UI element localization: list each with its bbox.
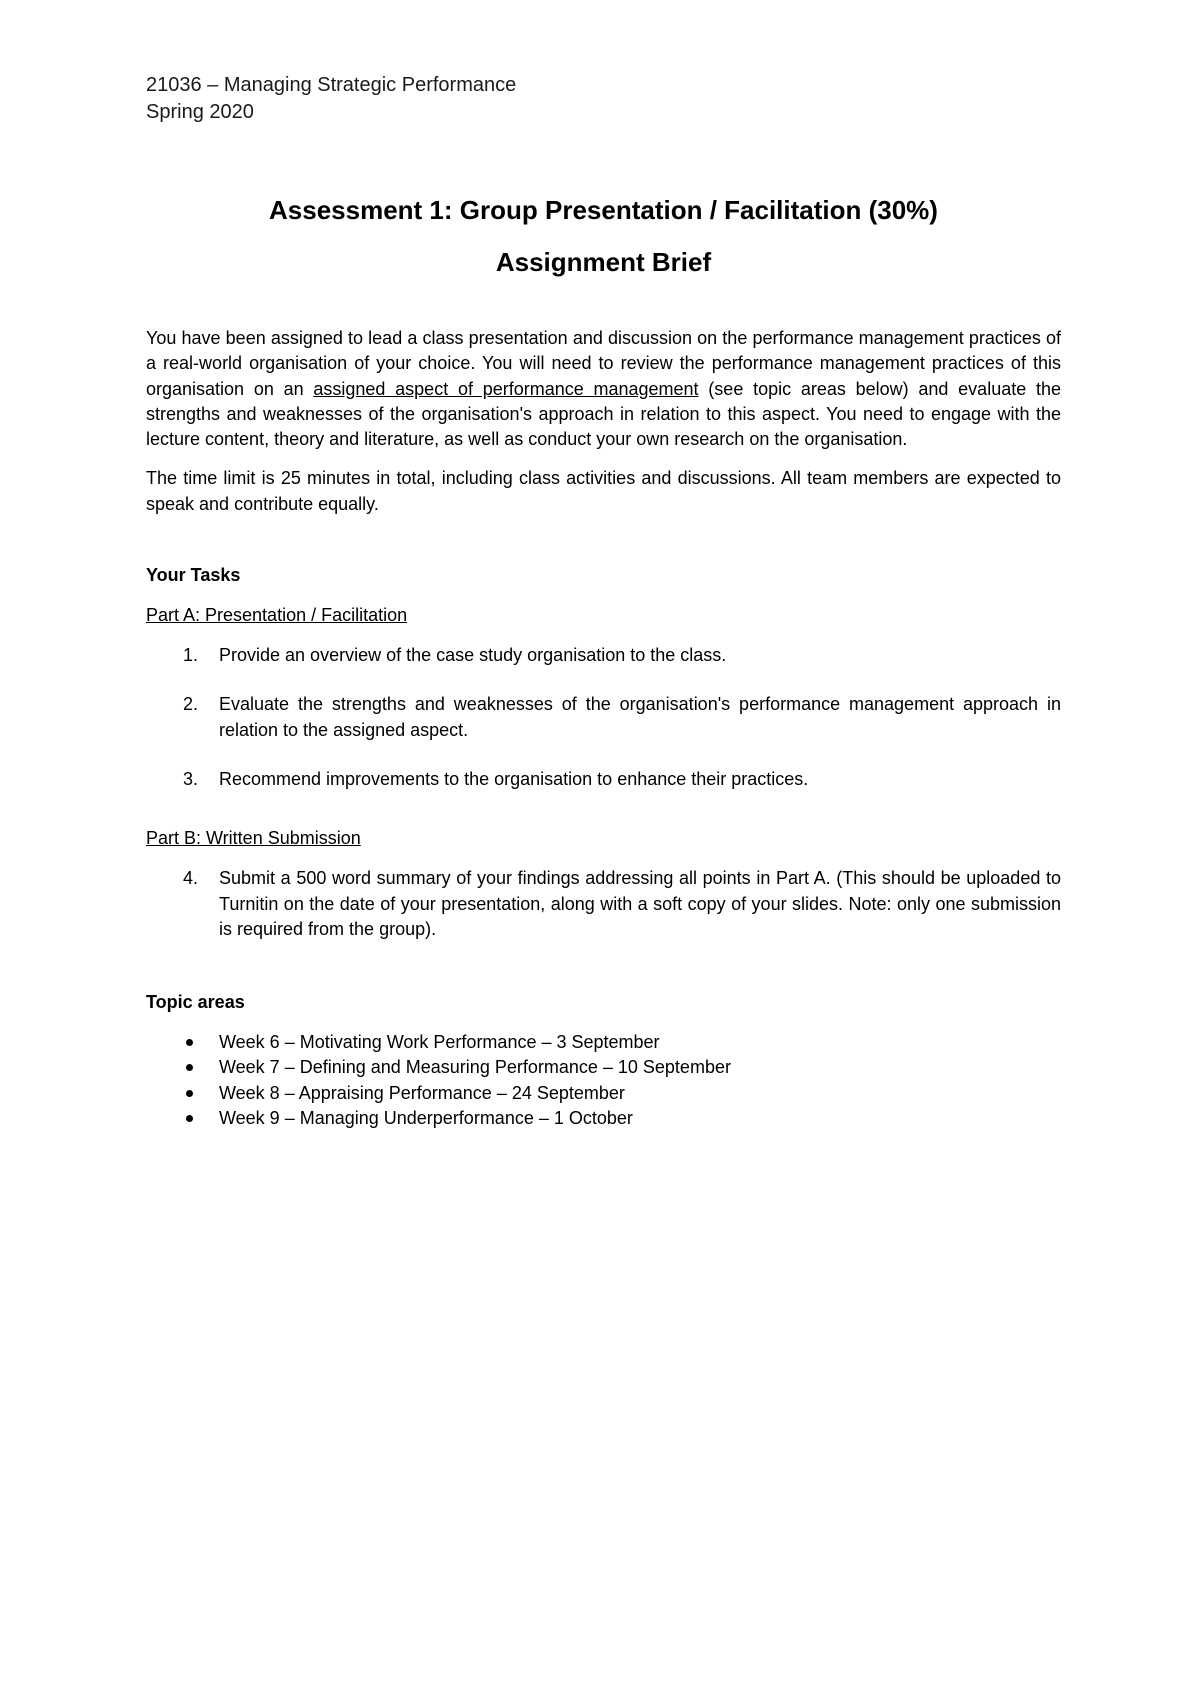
term: Spring 2020 bbox=[146, 101, 254, 123]
list-item bbox=[146, 866, 1061, 942]
part-a-heading: Part A: Presentation / Facilitation bbox=[146, 605, 408, 626]
bullet-icon bbox=[186, 1064, 193, 1071]
bullet-icon bbox=[186, 1115, 193, 1122]
item-text: Evaluate the strengths and weaknesses of the organisation's performance management approach in relation to the assigned aspect. bbox=[219, 694, 1061, 740]
topic-text: Week 8 – Appraising Performance – 24 September bbox=[219, 1082, 625, 1103]
item-number: 1. bbox=[183, 645, 199, 666]
topic-areas-heading: Topic areas bbox=[146, 992, 245, 1013]
bullet-icon bbox=[186, 1039, 193, 1046]
list-item bbox=[146, 1106, 1061, 1131]
item-text: Provide an overview of the case study organisation to the class. bbox=[219, 645, 727, 666]
list-item bbox=[146, 643, 1061, 668]
item-number: 2. bbox=[183, 694, 199, 715]
topic-areas-list bbox=[146, 1030, 1061, 1131]
intro-text-end: (see topic areas below) and evaluate the strengths and weaknesses of the organisation's approach in relation to this aspect. You need to engage with the lecture content, theory and literature, as well as conduct your own research on the organisation. bbox=[146, 378, 1061, 450]
item-number: 4. bbox=[183, 868, 199, 889]
assessment-title: Assessment 1: Group Presentation / Facilitation (30%) bbox=[269, 195, 938, 225]
topic-text: Week 7 – Defining and Measuring Performance – 10 September bbox=[219, 1057, 731, 1078]
part-b-heading: Part B: Written Submission bbox=[146, 828, 361, 849]
intro-text-start: You have been assigned to lead a class presentation and discussion on the performance management practices of a real-world organisation of your choice. You will need to review the performance management practices of this organisation on an bbox=[146, 328, 1061, 399]
item-text: Submit a 500 word summary of your findings addressing all points in Part A. (This should be uploaded to Turnitin on the date of your presentation, along with a soft copy of your slides. Note: only one submission is required from the group). bbox=[219, 868, 1061, 939]
list-item bbox=[146, 692, 1061, 743]
tasks-heading: Your Tasks bbox=[146, 565, 241, 586]
intro-paragraph bbox=[146, 326, 1061, 452]
item-text: Recommend improvements to the organisation to enhance their practices. bbox=[219, 768, 809, 789]
time-limit-paragraph: The time limit is 25 minutes in total, including class activities and discussions. All team members are expected to speak and contribute equally. bbox=[146, 468, 1061, 514]
item-number: 3. bbox=[183, 768, 199, 789]
topic-text: Week 9 – Managing Underperformance – 1 October bbox=[219, 1108, 633, 1129]
list-item bbox=[146, 1030, 1061, 1055]
list-item bbox=[146, 1081, 1061, 1106]
course-code-title: 21036 – Managing Strategic Performance bbox=[146, 74, 517, 96]
part-a-list bbox=[146, 643, 1061, 792]
list-item bbox=[146, 767, 1061, 792]
topic-text: Week 6 – Motivating Work Performance – 3 September bbox=[219, 1032, 660, 1053]
assigned-aspect-emphasis: assigned aspect of performance management bbox=[313, 378, 699, 399]
brief-title: Assignment Brief bbox=[495, 247, 712, 277]
list-item bbox=[146, 1055, 1061, 1080]
part-b-list bbox=[146, 866, 1061, 942]
bullet-icon bbox=[186, 1090, 193, 1097]
